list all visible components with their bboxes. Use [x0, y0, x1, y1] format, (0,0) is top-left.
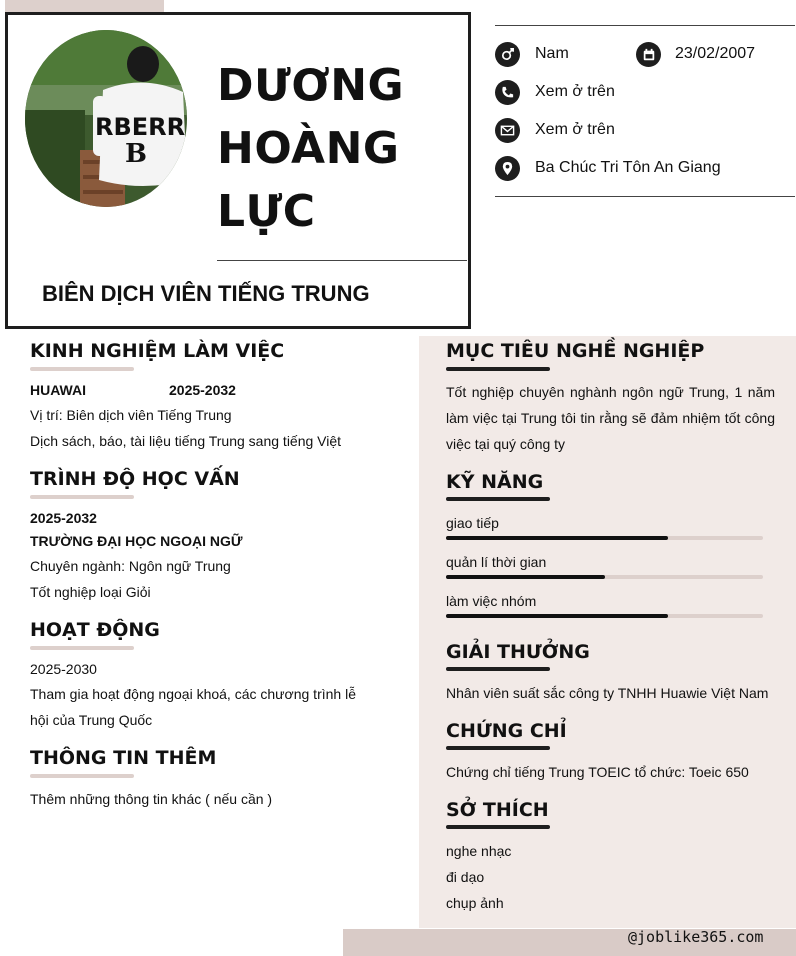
objective-title: MỤC TIÊU NGHỀ NGHIỆP [446, 340, 705, 362]
address-value: Ba Chúc Tri Tôn An Giang [535, 159, 721, 176]
education-major: Chuyên ngành: Ngôn ngữ Trung [30, 558, 231, 574]
activities-line-1: Tham gia hoạt động ngoại khoá, các chương trình lễ [30, 686, 356, 702]
name-line-1: DƯƠNG [217, 60, 405, 111]
skill-bar [446, 614, 763, 618]
activities-underline [30, 646, 134, 650]
hobbies-title: SỞ THÍCH [446, 799, 549, 821]
experience-title: KINH NGHIỆM LÀM VIỆC [30, 340, 285, 362]
gender-value: Nam [535, 45, 569, 62]
job-title: BIÊN DỊCH VIÊN TIẾNG TRUNG [42, 281, 370, 306]
experience-period: 2025-2032 [169, 382, 236, 398]
extra-title: THÔNG TIN THÊM [30, 747, 217, 769]
email-icon [495, 118, 520, 143]
experience-description: Dịch sách, báo, tài liệu tiếng Trung sang tiếng Việt [30, 433, 342, 449]
name-divider [217, 260, 467, 261]
contact-top-rule [495, 25, 795, 26]
footer-watermark: @joblike365.com [628, 928, 764, 946]
awards-text: Nhân viên suất sắc công ty TNHH Huawie Việt Nam [446, 685, 769, 701]
email-value: Xem ở trên [535, 121, 615, 138]
hobby-item: nghe nhạc [446, 843, 512, 859]
activities-period: 2025-2030 [30, 661, 97, 677]
awards-title: GIẢI THƯỞNG [446, 641, 590, 663]
skill-label: giao tiếp [446, 515, 499, 531]
svg-text:B: B [125, 139, 147, 169]
objective-line-2: làm việc tại Trung tôi tin rằng sẽ đảm nhiệm tốt công [446, 410, 775, 426]
avatar [25, 30, 187, 207]
skill-label: quản lí thời gian [446, 554, 547, 570]
certificates-underline [446, 746, 550, 750]
birthdate-value: 23/02/2007 [675, 45, 756, 62]
name-line-3: LỰC [217, 186, 316, 237]
objective-underline [446, 367, 550, 371]
experience-company: HUAWAI [30, 382, 86, 398]
hobby-item: đi dạo [446, 869, 485, 885]
objective-line-3: việc tại quý công ty [446, 436, 566, 452]
experience-position: Vị trí: Biên dịch viên Tiếng Trung [30, 407, 232, 423]
phone-value: Xem ở trên [535, 83, 615, 100]
skill-bar [446, 575, 763, 579]
contact-bottom-rule [495, 196, 795, 197]
gender-icon [495, 42, 520, 67]
experience-underline [30, 367, 134, 371]
skill-bar [446, 536, 763, 540]
calendar-icon [636, 42, 661, 67]
certificates-text: Chứng chỉ tiếng Trung TOEIC tổ chức: Toeic 650 [446, 764, 749, 780]
education-period: 2025-2032 [30, 510, 97, 526]
education-underline [30, 495, 134, 499]
location-icon [495, 156, 520, 181]
skill-bar-fill [446, 614, 668, 618]
education-school: TRƯỜNG ĐẠI HỌC NGOẠI NGỮ [30, 533, 243, 549]
hobby-item: chụp ảnh [446, 895, 504, 911]
skill-bar-fill [446, 536, 668, 540]
hobbies-underline [446, 825, 550, 829]
extra-text: Thêm những thông tin khác ( nếu cần ) [30, 791, 273, 807]
education-grade: Tốt nghiệp loại Giỏi [30, 584, 151, 600]
phone-icon [495, 80, 520, 105]
education-title: TRÌNH ĐỘ HỌC VẤN [30, 468, 240, 490]
objective-line-1: Tốt nghiệp chuyên nghành ngôn ngữ Trung, 1 năm [446, 384, 775, 400]
name-line-2: HOÀNG [217, 123, 400, 174]
skills-underline [446, 497, 550, 501]
svg-text:RBERR: RBERR [95, 113, 186, 141]
skill-bar-fill [446, 575, 605, 579]
activities-line-2: hội của Trung Quốc [30, 712, 153, 728]
extra-underline [30, 774, 134, 778]
skills-title: KỸ NĂNG [446, 471, 544, 493]
skill-label: làm việc nhóm [446, 593, 537, 609]
activities-title: HOẠT ĐỘNG [30, 619, 160, 641]
certificates-title: CHỨNG CHỈ [446, 720, 567, 742]
avatar-photo [25, 30, 187, 207]
awards-underline [446, 667, 550, 671]
